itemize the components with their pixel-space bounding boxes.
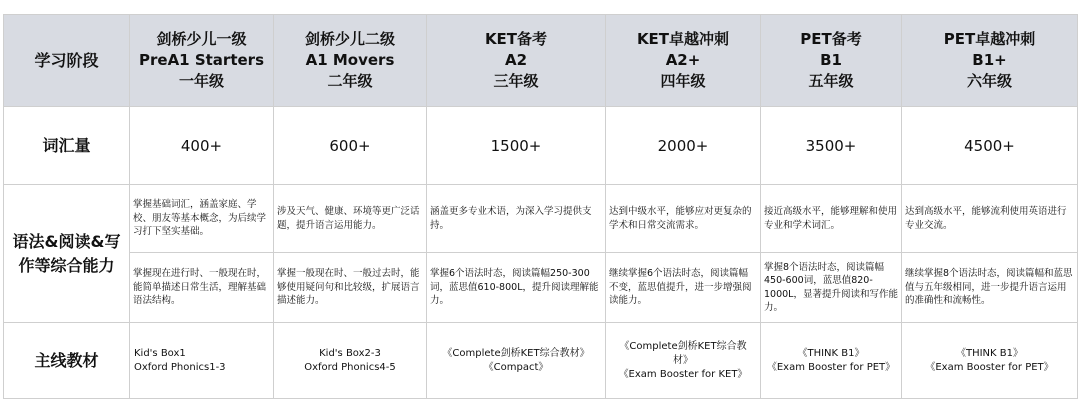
vocab-description: 达到高级水平，能够流利使用英语进行专业交流。 [902,185,1078,253]
textbook-list: Kid's Box1 Oxford Phonics1-3 [130,323,274,399]
vocab-row [4,107,1078,185]
level-header-3: KET备考 A2 三年级 [427,15,606,107]
textbook-list: 《THINK B1》 《Exam Booster for PET》 [902,323,1078,399]
vocab-label: 词汇量 [4,107,130,185]
curriculum-table [3,14,1078,399]
vocab-value: 3500+ [761,107,902,185]
grammar-description: 掌握8个语法时态，阅读篇幅450-600词，蓝思值820-1000L，显著提升阅读和写作能力。 [761,253,902,323]
textbook-list: Kid's Box2-3 Oxford Phonics4-5 [274,323,427,399]
level-header-4: KET卓越冲刺 A2+ 四年级 [606,15,761,107]
vocab-description: 掌握基础词汇，涵盖家庭、学校、朋友等基本概念，为后续学习打下坚实基础。 [130,185,274,253]
vocab-value: 1500+ [427,107,606,185]
grammar-description: 掌握现在进行时、一般现在时，能简单描述日常生活，理解基础语法结构。 [130,253,274,323]
grammar-description: 继续掌握8个语法时态，阅读篇幅和蓝思值与五年级相同，进一步提升语言运用的准确性和流畅性。 [902,253,1078,323]
vocab-description: 达到中级水平，能够应对更复杂的学术和日常交流需求。 [606,185,761,253]
vocab-value: 2000+ [606,107,761,185]
skills-vocab-row [4,185,1078,253]
grammar-description: 掌握一般现在时、一般过去时，能够使用疑问句和比较级，扩展语言描述能力。 [274,253,427,323]
level-header-2: 剑桥少儿二级 A1 Movers 二年级 [274,15,427,107]
level-header-5: PET备考 B1 五年级 [761,15,902,107]
level-header-1: 剑桥少儿一级 PreA1 Starters 一年级 [130,15,274,107]
skills-label: 语法&阅读&写 作等综合能力 [4,185,130,323]
vocab-value: 4500+ [902,107,1078,185]
grammar-description: 掌握6个语法时态，阅读篇幅250-300词，蓝思值610-800L，提升阅读理解能力。 [427,253,606,323]
vocab-value: 400+ [130,107,274,185]
vocab-value: 600+ [274,107,427,185]
textbook-list: 《THINK B1》 《Exam Booster for PET》 [761,323,902,399]
stage-header: 学习阶段 [4,15,130,107]
vocab-description: 涉及天气、健康、环境等更广泛话题，提升语言运用能力。 [274,185,427,253]
grammar-description: 继续掌握6个语法时态，阅读篇幅不变，蓝思值提升，进一步增强阅读能力。 [606,253,761,323]
textbook-list: 《Complete剑桥KET综合教材》 《Compact》 [427,323,606,399]
textbooks-label: 主线教材 [4,323,130,399]
vocab-description: 涵盖更多专业术语，为深入学习提供支持。 [427,185,606,253]
textbook-list: 《Complete剑桥KET综合教 材》 《Exam Booster for KET》 [606,323,761,399]
header-row [4,15,1078,107]
textbooks-row [4,323,1078,399]
level-header-6: PET卓越冲刺 B1+ 六年级 [902,15,1078,107]
vocab-description: 接近高级水平，能够理解和使用专业和学术词汇。 [761,185,902,253]
skills-grammar-row [4,253,1078,323]
